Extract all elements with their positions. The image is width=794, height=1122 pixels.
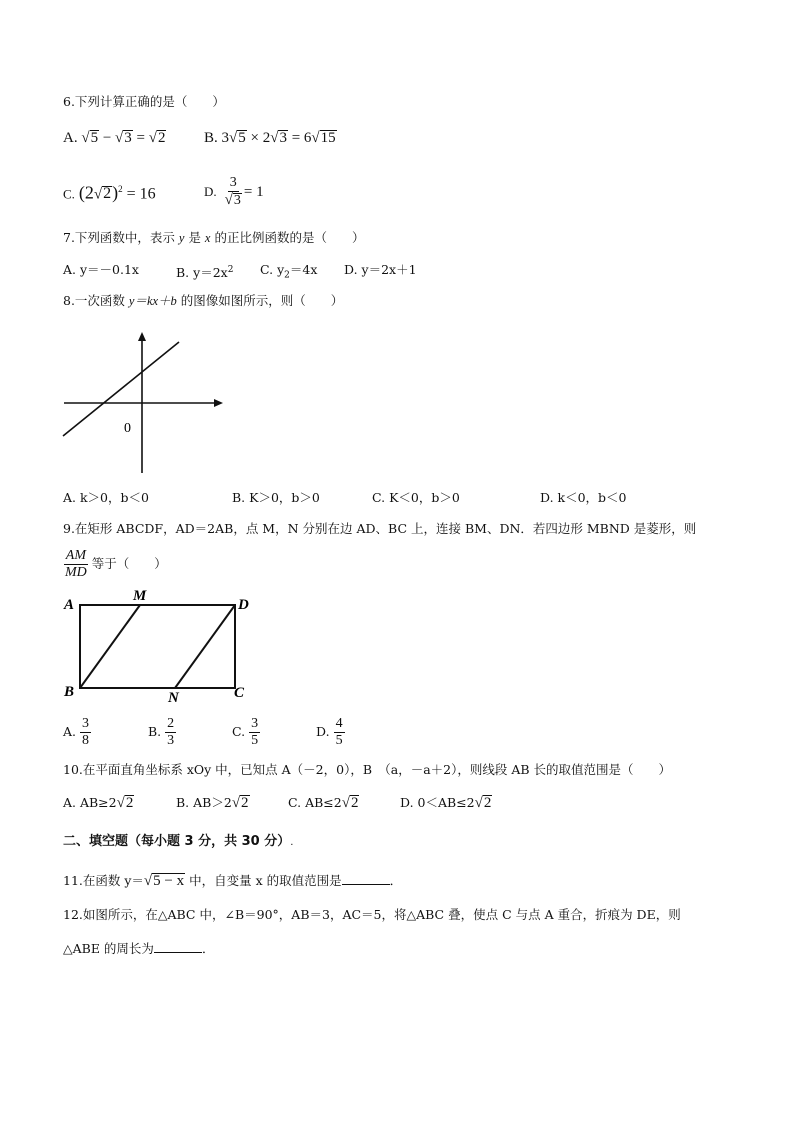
q10-b-text: B. AB＞2 (176, 795, 232, 810)
q6-d-equals: = 1 (243, 184, 264, 200)
q7-stem-pre: 7.下列函数中，表示 (63, 230, 179, 245)
q6-b-radical-sign-2: √ (270, 130, 279, 146)
q10-d-radical-sign: √ (474, 795, 483, 811)
q7-stem-post: 的正比例函数的是（ ） (210, 230, 365, 245)
q9-a-label: A. (63, 724, 77, 739)
q7-stem-y: y (178, 231, 185, 245)
q9-option-d (316, 714, 345, 750)
q10-option-c (288, 795, 359, 811)
q9-stem-line2 (63, 546, 167, 582)
q8-stem-post: 的图像如图所示，则（ ） (176, 293, 344, 308)
q9-d-fraction (334, 717, 345, 748)
q9-rectangle-abcd (80, 605, 235, 688)
q10-option-a (63, 795, 134, 811)
q6-a-radicand-1: 5 (90, 130, 99, 146)
section-2-title (63, 834, 293, 851)
q11-radicand: 5 − x (153, 873, 185, 889)
q9-stem: 9.在矩形 ABCDF，AD＝2AB，点 M，N 分别在边 AD、BC 上，连接 BM、DN．若四边形 MBND 是菱形，则 (63, 521, 697, 536)
q8-option-a: A. k＞0，b＜0 (63, 490, 149, 505)
q10-option-b (176, 795, 250, 811)
q6-d-radical-sign: √ (224, 192, 233, 208)
q9-a-numerator: 3 (82, 715, 90, 731)
q11-post: 中，自变量 x 的取值范围是 (185, 873, 342, 888)
q6-b-times: × 2 (246, 130, 271, 146)
q9-segment-dn (175, 605, 235, 688)
q8-graph (60, 328, 230, 476)
section-2-title-dot: . (290, 837, 294, 848)
q6-a-radical-sign-3: √ (148, 130, 157, 146)
q9-a-fraction (80, 717, 91, 748)
q12-line2 (63, 940, 214, 957)
q6-d-fraction (223, 176, 244, 208)
q6-b-label: B. (204, 130, 218, 146)
q10-d-radicand: 2 (483, 795, 492, 811)
q10-c-text: C. AB≤2 (288, 795, 342, 810)
q6-option-b (204, 130, 337, 146)
q9-label-c: C (234, 685, 245, 701)
q6-d-denominator (223, 192, 244, 208)
q9-option-b (148, 714, 176, 750)
q11-end: ． (389, 873, 403, 888)
q6-b-radical-sign-3: √ (311, 130, 320, 146)
q7-stem-x: x (204, 231, 211, 245)
q6-d-label: D. (204, 184, 217, 199)
q7-b-text: B. y＝2x (176, 265, 228, 281)
q6-c-radical-sign: √ (93, 186, 103, 203)
q8-stem-function: y＝kx＋b (128, 294, 177, 308)
q9-fraction (63, 549, 89, 580)
q10-c-radicand: 2 (350, 795, 359, 811)
q8-option-b: B. K＞0，b＞0 (232, 490, 320, 505)
q9-fraction-numerator: AM (65, 547, 86, 563)
q7-option-c (260, 262, 317, 284)
q6-a-minus: − (99, 130, 116, 146)
q6-c-equals: = 16 (122, 185, 156, 203)
q8-x-axis-arrow-icon (214, 399, 223, 407)
q8-y-axis-arrow-icon (138, 332, 146, 341)
q10-option-d (400, 795, 492, 811)
q8-option-c: C. K＜0，b＞0 (372, 490, 460, 505)
q9-c-denominator: 5 (251, 732, 259, 748)
q9-c-label: C. (232, 724, 246, 739)
q6-a-radicand-3: 2 (157, 130, 166, 146)
q12-line2-end: ． (201, 941, 215, 956)
q9-a-denominator: 8 (82, 732, 90, 748)
q6-option-c (63, 181, 156, 202)
q9-option-c (232, 714, 260, 750)
q12-answer-blank[interactable] (154, 940, 202, 953)
q7-option-b (176, 262, 233, 281)
q6-d-denominator-radicand: 3 (233, 193, 241, 208)
q9-d-denominator: 5 (335, 732, 343, 748)
q6-stem: 6.下列计算正确的是（ ） (63, 94, 225, 109)
q6-c-close: ) (112, 182, 119, 203)
q10-a-radicand: 2 (125, 795, 134, 811)
q9-label-d: D (238, 597, 249, 613)
q9-label-a: A (64, 597, 75, 613)
q6-d-numerator: 3 (229, 175, 237, 190)
q7-b-exponent: 2 (227, 265, 234, 275)
q8-function-line (63, 342, 179, 436)
q6-a-equals: = (132, 130, 149, 146)
q12-line2-pre: △ABE 的周长为 (63, 941, 154, 956)
q6-c-label: C. (63, 186, 75, 202)
q6-b-radicand-2: 3 (279, 130, 287, 146)
q7-c-post: ＝4x (289, 262, 318, 277)
q11-radical-sign: √ (143, 873, 153, 889)
q6-b-radicand-1: 5 (238, 130, 246, 146)
q10-stem: 10.在平面直角坐标系 xOy 中，已知点 A（－2，0），B （a，－a＋2），则线段 AB 长的取值范围是（ ） (63, 762, 672, 777)
q7-c-subscript: 2 (284, 270, 290, 281)
q6-a-radical-sign-2: √ (115, 130, 124, 146)
q6-option-a (63, 130, 166, 146)
q6-a-radicand-2: 3 (124, 130, 132, 146)
q7-c-text: C. y (260, 262, 285, 277)
q9-label-n: N (168, 690, 179, 704)
q8-stem (63, 293, 343, 309)
q6-c-exponent: 2 (118, 184, 123, 194)
q6-option-d (204, 172, 264, 212)
q9-d-numerator: 4 (335, 715, 343, 731)
q9-b-label: B. (148, 724, 162, 739)
q9-segment-bm (80, 605, 140, 688)
q9-label-m: M (133, 588, 147, 604)
q11-answer-blank[interactable] (342, 872, 390, 885)
q10-d-text: D. 0＜AB≤2 (400, 795, 475, 810)
q9-label-b: B (64, 684, 75, 700)
q11-text (63, 872, 402, 889)
q6-a-label: A. (63, 130, 78, 146)
q9-b-numerator: 2 (167, 715, 175, 731)
q6-b-coef: 3 (221, 130, 230, 146)
q9-b-denominator: 3 (167, 732, 175, 748)
q9-option-a (63, 714, 91, 750)
q8-option-d: D. k＜0，b＜0 (540, 490, 627, 505)
q7-stem (63, 230, 364, 246)
q10-b-radicand: 2 (241, 795, 249, 811)
q7-option-a: A. y＝－0.1x (63, 262, 139, 277)
section-2-title-text: 二、填空题（每小题 3 分，共 30 分） (63, 834, 291, 849)
q9-fraction-denominator: MD (65, 564, 87, 580)
q6-b-equals: = 6 (287, 130, 312, 146)
q6-b-radical-sign: √ (229, 130, 238, 146)
q8-origin-label: 0 (124, 421, 131, 436)
q7-option-d: D. y＝2x＋1 (344, 262, 417, 277)
q6-b-radicand-3: 15 (320, 130, 336, 146)
q9-stem-tail: 等于（ ） (91, 556, 167, 571)
q9-c-numerator: 3 (251, 715, 259, 731)
q10-a-text: A. AB≥2 (63, 795, 117, 810)
q10-b-radical-sign: √ (231, 795, 241, 811)
q10-a-radical-sign: √ (116, 795, 125, 811)
q8-stem-pre: 8.一次函数 (63, 293, 129, 308)
q9-c-fraction (249, 717, 260, 748)
q12-line1: 12.如图所示，在△ABC 中，∠B＝90°，AB＝3，AC＝5，将△ABC 叠，使点 C 与点 A 重合，折痕为 DE，则 (63, 907, 681, 922)
q7-stem-mid: 是 (184, 230, 205, 245)
q10-c-radical-sign: √ (341, 795, 350, 811)
q6-a-radical-sign: √ (81, 130, 90, 146)
q6-c-radicand: 2 (103, 185, 112, 203)
q11-pre: 11.在函数 y＝ (63, 873, 144, 888)
q6-c-open: (2 (78, 182, 94, 203)
q9-rectangle-figure (60, 584, 260, 704)
q9-b-fraction (165, 717, 176, 748)
q9-d-label: D. (316, 724, 330, 739)
